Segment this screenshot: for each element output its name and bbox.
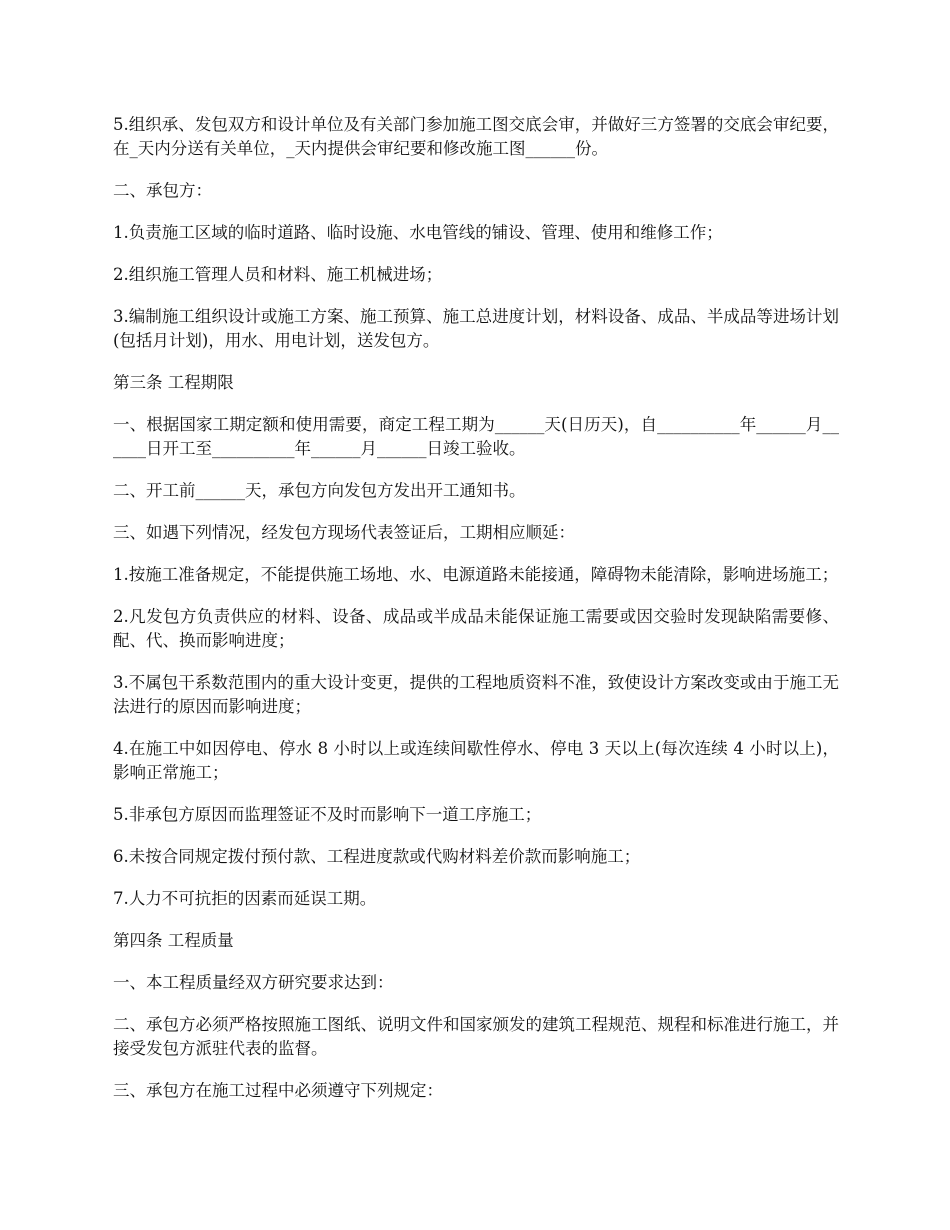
paragraph-staff-entry: 2.组织施工管理人员和材料、施工机械进场； <box>113 265 443 284</box>
paragraph-standards-compliance: 二、承包方必须严格按照施工图纸、说明文件和国家颁发的建筑工程规范、规程和标准进行施工，并接受发包方派驻代表的监督。 <box>113 1015 839 1058</box>
list-item-design-change: 3.不属包干系数范围内的重大设计变更，提供的工程地质资料不准，致使设计方案改变或由于施工无法进行的原因而影响进度； <box>113 673 839 716</box>
list-item-materials-supply: 2.凡发包方负责供应的材料、设备、成品或半成品未能保证施工需要或因交验时发现缺陷需要修、配、代、换而影响进度； <box>113 607 839 650</box>
list-item-site-preparation: 1.按施工准备规定，不能提供施工场地、水、电源道路未能接通，障碍物未能清除，影响进场施工； <box>113 565 839 584</box>
paragraph-temporary-roads: 1.负责施工区域的临时道路、临时设施、水电管线的铺设、管理、使用和维修工作； <box>113 223 723 242</box>
paragraph-review-meeting: 5.组织承、发包双方和设计单位及有关部门参加施工图交底会审，并做好三方签署的交底会审纪要，在_天内分送有关单位，_天内提供会审纪要和修改施工图______份。 <box>113 115 839 158</box>
heading-article-3-duration: 第三条 工程期限 <box>113 373 234 392</box>
heading-article-4-quality: 第四条 工程质量 <box>113 931 234 950</box>
list-item-supervision-delay: 5.非承包方原因而监理签证不及时而影响下一道工序施工； <box>113 805 542 824</box>
document-body <box>113 113 839 1121</box>
paragraph-duration-dates: 一、根据国家工期定额和使用需要，商定工程工期为______天(日历天)，自__________年______月______日开工至__________年______月______日竣工验收。 <box>113 415 839 458</box>
paragraph-construction-plan: 3.编制施工组织设计或施工方案、施工预算、施工总进度计划，材料设备、成品、半成品等进场计划(包括月计划)，用水、用电计划，送发包方。 <box>113 307 839 350</box>
paragraph-start-notice: 二、开工前______天，承包方向发包方发出开工通知书。 <box>113 481 526 500</box>
paragraph-construction-rules: 三、承包方在施工过程中必须遵守下列规定： <box>113 1081 443 1100</box>
heading-contractor: 二、承包方： <box>113 181 212 200</box>
paragraph-extension-conditions: 三、如遇下列情况，经发包方现场代表签证后，工期相应顺延： <box>113 523 575 542</box>
list-item-force-majeure: 7.人力不可抗拒的因素而延误工期。 <box>113 889 377 908</box>
paragraph-quality-requirement: 一、本工程质量经双方研究要求达到： <box>113 973 394 992</box>
list-item-payment-delay: 6.未按合同规定拨付预付款、工程进度款或代购材料差价款而影响施工； <box>113 847 641 866</box>
list-item-power-water-outage: 4.在施工中如因停电、停水 8 小时以上或连续间歇性停水、停电 3 天以上(每次连续 4 小时以上)，影响正常施工； <box>113 739 839 782</box>
